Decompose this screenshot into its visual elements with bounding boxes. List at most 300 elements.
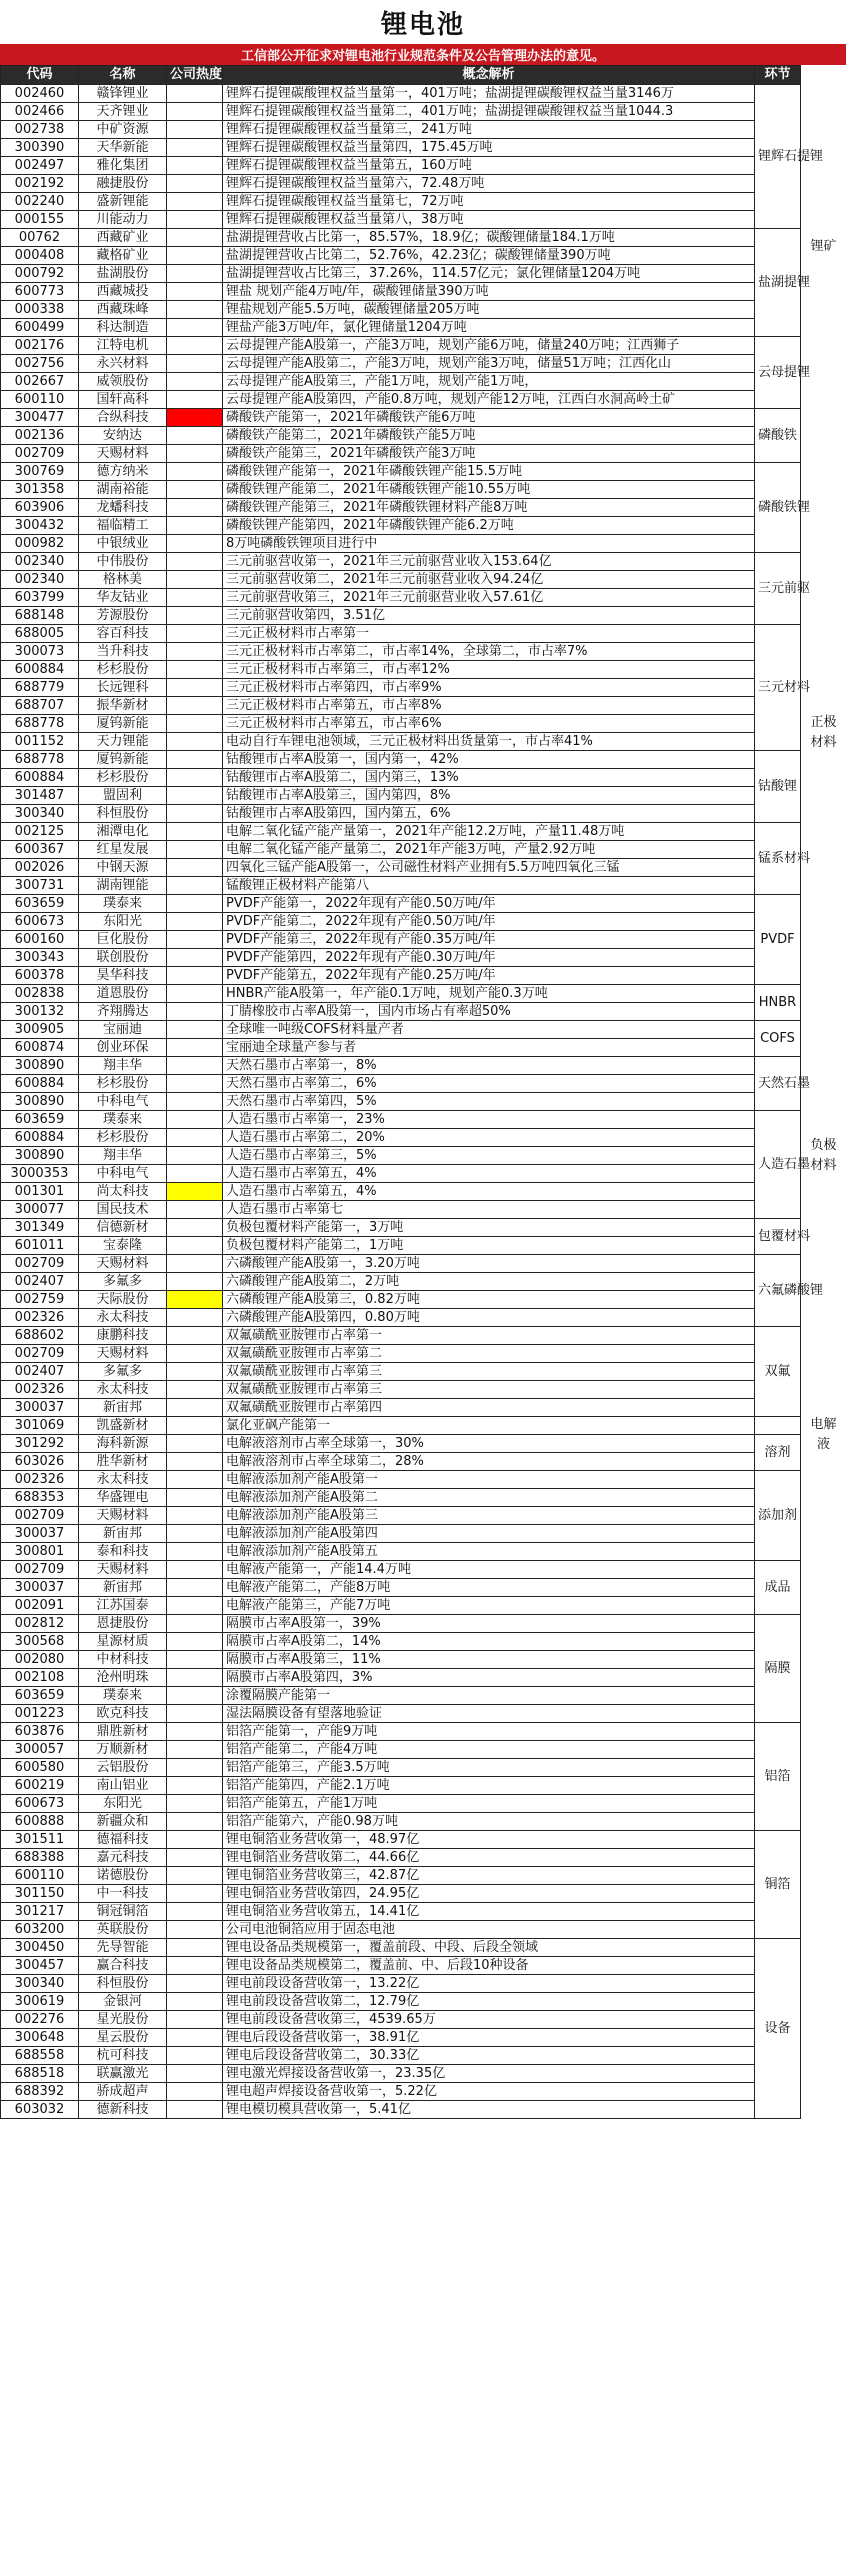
stock-code: 000155: [1, 211, 79, 229]
concept-text: 人造石墨市占率第五，4%: [223, 1183, 755, 1201]
table-row: [1, 1525, 801, 1543]
stock-code: 002709: [1, 1255, 79, 1273]
table-row: [1, 625, 801, 643]
segment-label: 双氟: [755, 1327, 801, 1417]
concept-text: 锂电超声焊接设备营收第一，5.22亿: [223, 2083, 755, 2101]
segment-label: 人造石墨: [755, 1111, 801, 1219]
table-row: [1, 2101, 801, 2119]
table-row: [1, 1471, 801, 1489]
stock-name: 巨化股份: [79, 931, 167, 949]
stock-name: 天齐锂业: [79, 103, 167, 121]
stock-code: 688388: [1, 1849, 79, 1867]
stock-code: 603876: [1, 1723, 79, 1741]
heat-cell: [167, 841, 223, 859]
stock-name: 长远锂科: [79, 679, 167, 697]
table-row: [1, 1903, 801, 1921]
stock-code: 002709: [1, 445, 79, 463]
segment-label: PVDF: [755, 895, 801, 985]
heat-cell: [167, 1885, 223, 1903]
stock-name: 东阳光: [79, 913, 167, 931]
stock-name: 中银绒业: [79, 535, 167, 553]
stock-name: 英联股份: [79, 1921, 167, 1939]
table-row: [1, 193, 801, 211]
heat-cell: [167, 157, 223, 175]
stock-code: 002466: [1, 103, 79, 121]
stock-code: 601011: [1, 1237, 79, 1255]
stock-name: 星云股份: [79, 2029, 167, 2047]
stock-name: 欧克科技: [79, 1705, 167, 1723]
stock-code: 002340: [1, 553, 79, 571]
stock-name: 星光股份: [79, 2011, 167, 2029]
concept-text: 锂盐 规划产能4万吨/年，碳酸锂储量390万吨: [223, 283, 755, 301]
table-row: [1, 409, 801, 427]
stock-name: 沧州明珠: [79, 1669, 167, 1687]
stock-name: 华盛锂电: [79, 1489, 167, 1507]
stock-code: 00762: [1, 229, 79, 247]
table-row: [1, 1759, 801, 1777]
stock-name: 先导智能: [79, 1939, 167, 1957]
stock-code: 002136: [1, 427, 79, 445]
heat-cell: [167, 1021, 223, 1039]
table-row: [1, 751, 801, 769]
heat-cell: [167, 1417, 223, 1435]
table-row: [1, 463, 801, 481]
heat-cell: [167, 517, 223, 535]
table-row: [1, 823, 801, 841]
table-row: [1, 1129, 801, 1147]
concept-text: 钴酸锂市占率A股第二，国内第三，13%: [223, 769, 755, 787]
stock-code: 300801: [1, 1543, 79, 1561]
stock-name: 万顺新材: [79, 1741, 167, 1759]
concept-text: PVDF产能第四，2022年现有产能0.30万吨/年: [223, 949, 755, 967]
concept-text: 隔膜市占率A股第一，39%: [223, 1615, 755, 1633]
concept-text: 双氟磺酰亚胺锂市占率第一: [223, 1327, 755, 1345]
stock-code: 301487: [1, 787, 79, 805]
table-row: [1, 121, 801, 139]
concept-text: 钴酸锂市占率A股第三，国内第四，8%: [223, 787, 755, 805]
heat-cell: [167, 931, 223, 949]
stock-code: 603200: [1, 1921, 79, 1939]
concept-text: 涂覆隔膜产能第一: [223, 1687, 755, 1705]
heat-cell: [167, 553, 223, 571]
heat-cell: [167, 571, 223, 589]
stock-name: 龙蟠科技: [79, 499, 167, 517]
stock-code: 300343: [1, 949, 79, 967]
stock-name: 中科电气: [79, 1165, 167, 1183]
concept-text: 电解液溶剂市占率全球第二，28%: [223, 1453, 755, 1471]
heat-cell: [167, 1219, 223, 1237]
concept-text: 铝箔产能第六，产能0.98万吨: [223, 1813, 755, 1831]
stock-name: 新疆众和: [79, 1813, 167, 1831]
stock-name: 天力锂能: [79, 733, 167, 751]
table-row: [1, 1309, 801, 1327]
table-row: [1, 571, 801, 589]
concept-text: HNBR产能A股第一，年产能0.1万吨，规划产能0.3万吨: [223, 985, 755, 1003]
stock-name: 湖南锂能: [79, 877, 167, 895]
concept-text: 三元前驱营收第三，2021年三元前驱营业收入57.61亿: [223, 589, 755, 607]
stock-name: 中伟股份: [79, 553, 167, 571]
stock-name: 福临精工: [79, 517, 167, 535]
segment-label: 磷酸铁锂: [755, 463, 801, 553]
concept-text: 隔膜市占率A股第二，14%: [223, 1633, 755, 1651]
table-row: [1, 1615, 801, 1633]
table-row: [1, 1723, 801, 1741]
heat-cell: [167, 283, 223, 301]
stock-code: 600874: [1, 1039, 79, 1057]
concept-text: 盐湖提锂营收占比第一，85.57%，18.9亿；碳酸锂储量184.1万吨: [223, 229, 755, 247]
stock-name: 鼎胜新材: [79, 1723, 167, 1741]
concept-text: 双氟磺酰亚胺锂市占率第四: [223, 1399, 755, 1417]
heat-cell: [167, 1939, 223, 1957]
stock-code: 688778: [1, 751, 79, 769]
stock-code: 600580: [1, 1759, 79, 1777]
concept-text: 电解液产能第二，产能8万吨: [223, 1579, 755, 1597]
section-label-text: 锂矿: [810, 238, 837, 254]
table-row: [1, 769, 801, 787]
segment-label: 云母提锂: [755, 337, 801, 409]
concept-text: 磷酸铁锂产能第二，2021年磷酸铁锂产能10.55万吨: [223, 481, 755, 499]
header-link: 环节: [755, 66, 801, 85]
table-row: [1, 517, 801, 535]
stock-name: 科恒股份: [79, 805, 167, 823]
concept-text: 磷酸铁锂产能第一，2021年磷酸铁锂产能15.5万吨: [223, 463, 755, 481]
stock-name: 格林美: [79, 571, 167, 589]
concept-text: 锂电前段设备营收第一，13.22亿: [223, 1975, 755, 1993]
table-row: [1, 1705, 801, 1723]
stock-name: 杉杉股份: [79, 661, 167, 679]
concept-text: 六磷酸锂产能A股第四，0.80万吨: [223, 1309, 755, 1327]
table-row: [1, 1921, 801, 1939]
table-row: [1, 1543, 801, 1561]
heat-cell: [167, 1831, 223, 1849]
stock-code: 002125: [1, 823, 79, 841]
heat-cell: [167, 1147, 223, 1165]
concept-text: 磷酸铁产能第二，2021年磷酸铁产能5万吨: [223, 427, 755, 445]
concept-text: 人造石墨市占率第三，5%: [223, 1147, 755, 1165]
stock-name: 永太科技: [79, 1381, 167, 1399]
stock-code: 600673: [1, 1795, 79, 1813]
concept-text: 三元前驱营收第二，2021年三元前驱营业收入94.24亿: [223, 571, 755, 589]
table-row: [1, 1651, 801, 1669]
concept-text: 锂辉石提锂碳酸锂权益当量第三，241万吨: [223, 121, 755, 139]
stock-name: 宝丽迪: [79, 1021, 167, 1039]
heat-cell: [167, 2083, 223, 2101]
concept-text: 锂电铜箔业务营收第三，42.87亿: [223, 1867, 755, 1885]
heat-cell: [167, 1867, 223, 1885]
stock-code: 603659: [1, 1111, 79, 1129]
stock-code: 600499: [1, 319, 79, 337]
stock-code: 600367: [1, 841, 79, 859]
concept-text: 三元正极材料市占率第二，市占率14%，全球第二，市占率7%: [223, 643, 755, 661]
stock-name: 威领股份: [79, 373, 167, 391]
concept-text: 云母提锂产能A股第一，产能3万吨，规划产能6万吨，储量240万吨；江西狮子: [223, 337, 755, 355]
table-row: [1, 103, 801, 121]
heat-cell: [167, 1507, 223, 1525]
concept-text: 锂辉石提锂碳酸锂权益当量第七，72万吨: [223, 193, 755, 211]
table-row: [1, 175, 801, 193]
stock-name: 星源材质: [79, 1633, 167, 1651]
stock-code: 002756: [1, 355, 79, 373]
heat-cell: [167, 1381, 223, 1399]
stock-code: 002326: [1, 1471, 79, 1489]
concept-text: 氯化亚砜产能第一: [223, 1417, 755, 1435]
heat-cell: [167, 1255, 223, 1273]
table-row: [1, 2065, 801, 2083]
table-row: [1, 1399, 801, 1417]
stock-name: 德福科技: [79, 1831, 167, 1849]
stock-name: 中一科技: [79, 1885, 167, 1903]
stock-code: 002108: [1, 1669, 79, 1687]
concept-text: 磷酸铁产能第三，2021年磷酸铁产能3万吨: [223, 445, 755, 463]
table-row: [1, 1993, 801, 2011]
concept-text: 电解液添加剂产能A股第五: [223, 1543, 755, 1561]
section-label: [800, 85, 846, 409]
table-row: [1, 877, 801, 895]
segment-label: 铝箔: [755, 1723, 801, 1831]
stock-code: 300037: [1, 1399, 79, 1417]
stock-name: 当升科技: [79, 643, 167, 661]
heat-cell: [167, 1435, 223, 1453]
heat-cell: [167, 1669, 223, 1687]
stock-name: 安纳达: [79, 427, 167, 445]
section-label-text: 正极材料: [810, 714, 837, 750]
table-row: [1, 1687, 801, 1705]
stock-code: 002812: [1, 1615, 79, 1633]
table-row: [1, 607, 801, 625]
table-row: [1, 1291, 801, 1309]
stock-code: 002738: [1, 121, 79, 139]
stock-code: 300340: [1, 805, 79, 823]
table-row: [1, 1039, 801, 1057]
stock-code: 002460: [1, 85, 79, 103]
stock-code: 300619: [1, 1993, 79, 2011]
heat-cell: [167, 661, 223, 679]
stock-code: 001223: [1, 1705, 79, 1723]
concept-text: 铝箔产能第二，产能4万吨: [223, 1741, 755, 1759]
stock-code: 001152: [1, 733, 79, 751]
stock-name: 永兴材料: [79, 355, 167, 373]
stock-code: 300037: [1, 1525, 79, 1543]
heat-cell: [167, 607, 223, 625]
concept-text: 锂电模切模具营收第一，5.41亿: [223, 2101, 755, 2119]
concept-text: 盐湖提锂营收占比第二，52.76%，42.23亿；碳酸锂储量390万吨: [223, 247, 755, 265]
heat-cell: [167, 1183, 223, 1201]
stock-name: 胜华新材: [79, 1453, 167, 1471]
stock-name: 永太科技: [79, 1309, 167, 1327]
segment-label: HNBR: [755, 985, 801, 1021]
stock-name: 德新科技: [79, 2101, 167, 2119]
table-row: [1, 1633, 801, 1651]
concept-text: 电解液产能第三，产能7万吨: [223, 1597, 755, 1615]
table-row: [1, 1885, 801, 1903]
concept-text: 丁腈橡胶市占率A股第一，国内市场占有率超50%: [223, 1003, 755, 1021]
header-code: 代码: [1, 66, 79, 85]
concept-text: 人造石墨市占率第二，20%: [223, 1129, 755, 1147]
table-row: [1, 85, 801, 103]
stock-code: 000338: [1, 301, 79, 319]
heat-cell: [167, 265, 223, 283]
heat-cell: [167, 1345, 223, 1363]
stock-code: 603799: [1, 589, 79, 607]
heat-cell: [167, 373, 223, 391]
table-row: [1, 139, 801, 157]
table-row: [1, 589, 801, 607]
stock-code: 002709: [1, 1507, 79, 1525]
concept-text: 电解二氧化锰产能产量第一，2021年产能12.2万吨，产量11.48万吨: [223, 823, 755, 841]
stock-name: 合纵科技: [79, 409, 167, 427]
concept-text: 钴酸锂市占率A股第四，国内第五，6%: [223, 805, 755, 823]
heat-cell: [167, 1561, 223, 1579]
section-label-text: 负极材料: [810, 1137, 837, 1173]
table-row: [1, 985, 801, 1003]
heat-cell: [167, 1975, 223, 1993]
segment-label: 三元前驱: [755, 553, 801, 625]
stock-name: 翔丰华: [79, 1147, 167, 1165]
heat-cell: [167, 877, 223, 895]
heat-cell: [167, 1039, 223, 1057]
heat-cell: [167, 463, 223, 481]
table-row: [1, 373, 801, 391]
stock-name: 多氟多: [79, 1273, 167, 1291]
segment-label: 设备: [755, 1939, 801, 2119]
concept-text: 天然石墨市占率第一，8%: [223, 1057, 755, 1075]
stock-code: 300073: [1, 643, 79, 661]
table-row: [1, 1417, 801, 1435]
table-row: [1, 715, 801, 733]
stock-code: 600773: [1, 283, 79, 301]
table-row: [1, 1111, 801, 1129]
segment-label: 隔膜: [755, 1615, 801, 1723]
stock-code: 301069: [1, 1417, 79, 1435]
stock-code: 300390: [1, 139, 79, 157]
table-row: [1, 1093, 801, 1111]
table-row: [1, 949, 801, 967]
heat-cell: [167, 1453, 223, 1471]
table-row: [1, 661, 801, 679]
heat-cell: [167, 85, 223, 103]
stock-name: 泰和科技: [79, 1543, 167, 1561]
stock-code: 301349: [1, 1219, 79, 1237]
heat-cell: [167, 1777, 223, 1795]
heat-cell: [167, 1489, 223, 1507]
stock-code: 300132: [1, 1003, 79, 1021]
section-label: [800, 409, 846, 1057]
concept-text: 三元前驱营收第四，3.51亿: [223, 607, 755, 625]
stock-name: 翔丰华: [79, 1057, 167, 1075]
table-row: [1, 499, 801, 517]
stock-code: 000792: [1, 265, 79, 283]
stock-name: 西藏城投: [79, 283, 167, 301]
table-row: [1, 229, 801, 247]
table-row: [1, 1183, 801, 1201]
concept-text: 云母提锂产能A股第四，产能0.8万吨，规划产能12万吨，江西白水洞高岭土矿: [223, 391, 755, 409]
concept-text: 锂电设备品类规模第一，覆盖前段、中段、后段全领域: [223, 1939, 755, 1957]
table-wrapper: [0, 65, 837, 2119]
table-row: [1, 967, 801, 985]
stock-code: 002276: [1, 2011, 79, 2029]
table-row: [1, 733, 801, 751]
table-row: [1, 1579, 801, 1597]
table-row: [1, 805, 801, 823]
table-row: [1, 1327, 801, 1345]
concept-text: 锂电铜箔业务营收第一，48.97亿: [223, 1831, 755, 1849]
heat-cell: [167, 1003, 223, 1021]
stock-code: 002838: [1, 985, 79, 1003]
stock-name: 红星发展: [79, 841, 167, 859]
concept-text: 宝丽迪全球量产参与者: [223, 1039, 755, 1057]
stock-code: 002709: [1, 1561, 79, 1579]
concept-text: 铝箔产能第五，产能1万吨: [223, 1795, 755, 1813]
heat-cell: [167, 247, 223, 265]
concept-text: 人造石墨市占率第五，4%: [223, 1165, 755, 1183]
stock-name: 江特电机: [79, 337, 167, 355]
stock-code: 300450: [1, 1939, 79, 1957]
stock-name: 振华新材: [79, 697, 167, 715]
stock-name: 新宙邦: [79, 1399, 167, 1417]
table-row: [1, 481, 801, 499]
concept-text: 锂盐产能3万吨/年，氯化锂储量1204万吨: [223, 319, 755, 337]
heat-cell: [167, 355, 223, 373]
stock-name: 西藏矿业: [79, 229, 167, 247]
table-row: [1, 913, 801, 931]
table-row: [1, 1975, 801, 1993]
concept-text: 三元正极材料市占率第五，市占率6%: [223, 715, 755, 733]
segment-label: 三元材料: [755, 625, 801, 751]
concept-text: 公司电池铜箔应用于固态电池: [223, 1921, 755, 1939]
heat-cell: [167, 319, 223, 337]
heat-cell: [167, 1165, 223, 1183]
concept-text: 隔膜市占率A股第三，11%: [223, 1651, 755, 1669]
stock-name: 国轩高科: [79, 391, 167, 409]
heat-cell: [167, 823, 223, 841]
table-row: [1, 427, 801, 445]
stock-name: 中矿资源: [79, 121, 167, 139]
heat-cell: [167, 1363, 223, 1381]
concept-text: 电解液添加剂产能A股第三: [223, 1507, 755, 1525]
stock-name: 骄成超声: [79, 2083, 167, 2101]
stock-name: 中钢天源: [79, 859, 167, 877]
concept-text: 双氟磺酰亚胺锂市占率第三: [223, 1381, 755, 1399]
table-row: [1, 1363, 801, 1381]
table-row: [1, 931, 801, 949]
concept-text: 铝箔产能第四，产能2.1万吨: [223, 1777, 755, 1795]
heat-cell: [167, 1921, 223, 1939]
stock-name: 国民技术: [79, 1201, 167, 1219]
stock-code: 688778: [1, 715, 79, 733]
concept-text: 锂电后段设备营收第一，38.91亿: [223, 2029, 755, 2047]
section-label: [800, 1255, 846, 1615]
stock-code: 002759: [1, 1291, 79, 1309]
stock-code: 688602: [1, 1327, 79, 1345]
stock-name: 赢合科技: [79, 1957, 167, 1975]
concept-text: PVDF产能第五，2022年现有产能0.25万吨/年: [223, 967, 755, 985]
concept-text: 电解液添加剂产能A股第二: [223, 1489, 755, 1507]
stock-name: 东阳光: [79, 1795, 167, 1813]
heat-cell: [167, 985, 223, 1003]
table-row: [1, 1489, 801, 1507]
stock-code: 688518: [1, 2065, 79, 2083]
heat-cell: [167, 1273, 223, 1291]
stock-code: 000982: [1, 535, 79, 553]
table-row: [1, 1939, 801, 1957]
table-row: [1, 301, 801, 319]
table-row: [1, 247, 801, 265]
concept-text: 三元正极材料市占率第四，市占率9%: [223, 679, 755, 697]
stock-code: 603906: [1, 499, 79, 517]
concept-text: 钴酸锂市占率A股第一，国内第一，42%: [223, 751, 755, 769]
stock-code: 002080: [1, 1651, 79, 1669]
heat-cell: [167, 2011, 223, 2029]
